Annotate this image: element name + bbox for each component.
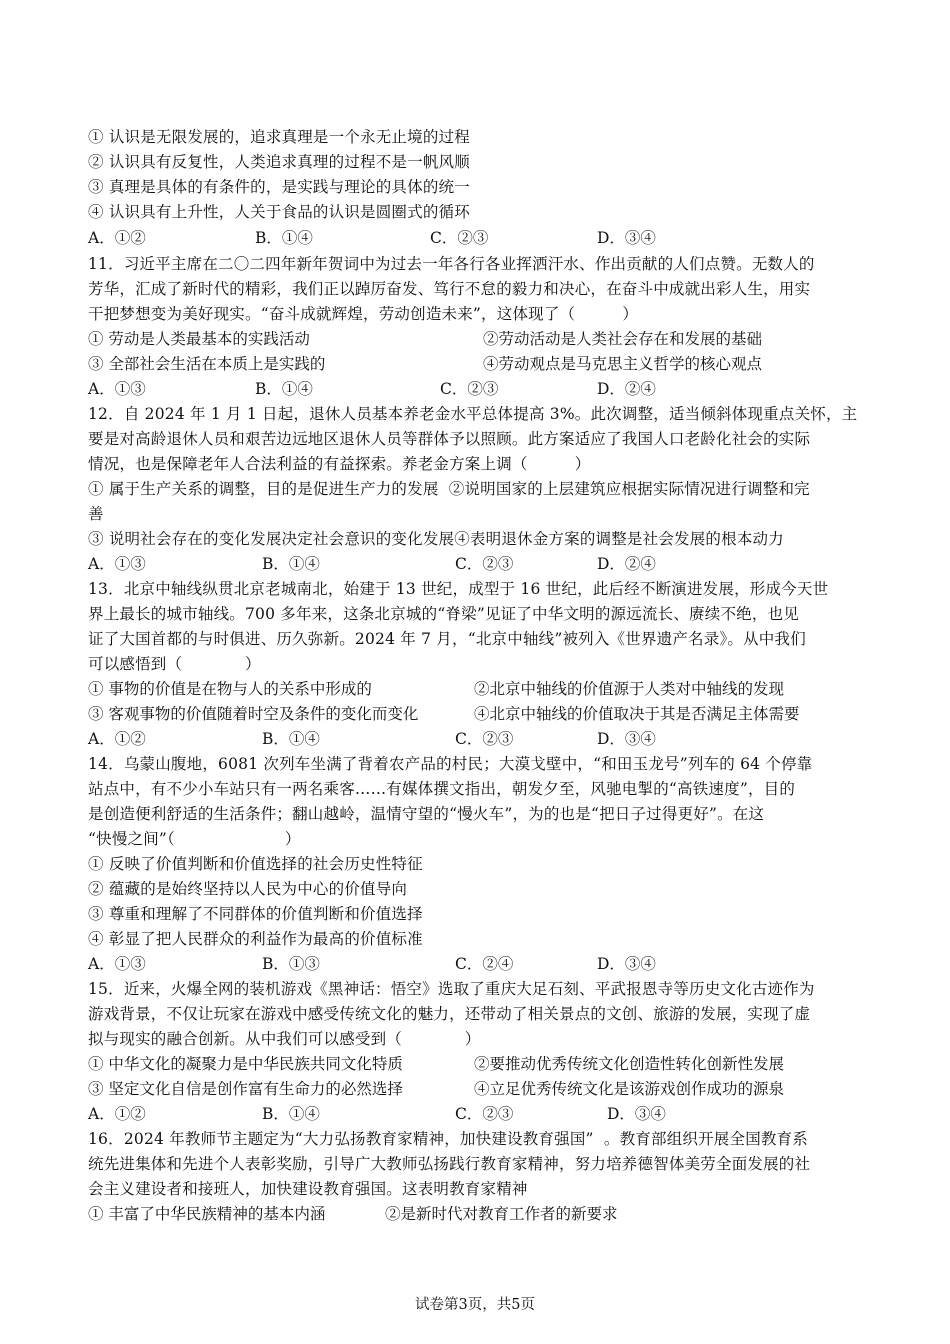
q15-stem-1: 15．近来，火爆全网的装机游戏《黑神话：悟空》选取了重庆大足石刻、平武报恩寺等历史文化古迹作为 — [88, 980, 815, 998]
q11-option-d: D．②④ — [597, 380, 656, 398]
q12-stem-1: 12．自 2024 年 1 月 1 日起，退休人员基本养老金水平总体提高 3%。此次调整，适当倾斜体现重点关怀，主 — [88, 405, 858, 423]
q15-option-a: A．①② — [88, 1105, 146, 1123]
q13-item-2: ②北京中轴线的价值源于人类对中轴线的发现 — [474, 680, 785, 698]
q10-option-c: C．②③ — [430, 229, 489, 247]
q11-option-b: B．①④ — [255, 380, 313, 398]
q13-item-4: ④北京中轴线的价值取决于其是否满足主体需要 — [474, 705, 800, 723]
q12-stem-3: 情况，也是保障老年人合法利益的有益探索。养老金方案上调（ ） — [88, 455, 591, 473]
q14-option-d: D．③④ — [597, 955, 656, 973]
q12-option-d: D．②④ — [597, 555, 656, 573]
q10-item-4: ④ 认识具有上升性，人关于食品的认识是圆圈式的循环 — [88, 203, 470, 221]
q13-stem-4: 可以感悟到（ ） — [88, 655, 261, 673]
q15-option-c: C．②③ — [455, 1105, 514, 1123]
q10-option-b: B．①④ — [255, 229, 313, 247]
q10-item-2: ② 认识具有反复性，人类追求真理的过程不是一帆风顺 — [88, 153, 470, 171]
q10-option-a: A．①② — [88, 229, 146, 247]
q13-option-b: B．①④ — [262, 730, 320, 748]
q12-stem-2: 要是对高龄退休人员和艰苦边远地区退休人员等群体予以照顾。此方案适应了我国人口老龄化社会的实际 — [88, 430, 811, 448]
q12-option-b: B．①④ — [262, 555, 320, 573]
q15-option-b: B．①④ — [262, 1105, 320, 1123]
q12-option-a: A．①③ — [88, 555, 146, 573]
q15-item-2: ②要推动优秀传统文化创造性转化创新性发展 — [474, 1055, 785, 1073]
q14-item-4: ④ 彰显了把人民群众的利益作为最高的价值标准 — [88, 930, 423, 948]
q10-option-d: D．③④ — [597, 229, 656, 247]
q14-item-3: ③ 尊重和理解了不同群体的价值判断和价值选择 — [88, 905, 423, 923]
q14-item-1: ① 反映了价值判断和价值选择的社会历史性特征 — [88, 855, 423, 873]
q15-option-d: D．③④ — [607, 1105, 666, 1123]
q14-stem-3: 是创造便利舒适的生活条件；翻山越岭，温情守望的“慢火车”，为的也是“把日子过得更好”。在这 — [88, 805, 765, 823]
q13-item-3: ③ 客观事物的价值随着时空及条件的变化而变化 — [88, 705, 419, 723]
q13-item-1: ① 事物的价值是在物与人的关系中形成的 — [88, 680, 372, 698]
q11-stem-1: 11．习近平主席在二〇二四年新年贺词中为过去一年各行各业挥洒汗水、作出贡献的人们点赞。无数人的 — [88, 255, 815, 273]
q13-option-d: D．③④ — [597, 730, 656, 748]
q11-item-4: ④劳动观点是马克思主义哲学的核心观点 — [483, 355, 763, 373]
q13-option-c: C．②③ — [455, 730, 514, 748]
q10-item-1: ① 认识是无限发展的，追求真理是一个永无止境的过程 — [88, 128, 470, 146]
q13-option-a: A．①② — [88, 730, 146, 748]
q15-item-3: ③ 坚定文化自信是创作富有生命力的必然选择 — [88, 1080, 403, 1098]
q16-item-1: ① 丰富了中华民族精神的基本内涵 — [88, 1205, 326, 1223]
q14-item-2: ② 蕴藏的是始终坚持以人民为中心的价值导向 — [88, 880, 408, 898]
q13-stem-1: 13．北京中轴线纵贯北京老城南北，始建于 13 世纪，成型于 16 世纪，此后经不断演进发展，形成今天世 — [88, 580, 829, 598]
q13-stem-3: 证了大国首都的与时俱进、历久弥新。2024 年 7 月，“北京中轴线”被列入《世界遗产名录》。从中我们 — [88, 630, 806, 648]
q12-item-row-2: ③ 说明社会存在的变化发展决定社会意识的变化发展④表明退休金方案的调整是社会发展的根本动力 — [88, 530, 784, 548]
q10-item-3: ③ 真理是具体的有条件的，是实践与理论的具体的统一 — [88, 178, 470, 196]
q16-stem-1: 16．2024 年教师节主题定为“大力弘扬教育家精神，加快建设教育强国” 。教育部组织开展全国教育系 — [88, 1130, 809, 1148]
q11-item-2: ②劳动活动是人类社会存在和发展的基础 — [483, 330, 763, 348]
q15-item-4: ④立足优秀传统文化是该游戏创作成功的源泉 — [474, 1080, 785, 1098]
q14-option-c: C．②④ — [455, 955, 514, 973]
page-footer: 试卷第3页，共5页 — [415, 1297, 535, 1313]
q14-stem-4: “快慢之间”（ ） — [88, 830, 301, 848]
q11-option-c: C．②③ — [440, 380, 499, 398]
q15-stem-2: 游戏背景，不仅让玩家在游戏中感受传统文化的魅力，还带动了相关景点的文创、旅游的发展，实现了虚 — [88, 1005, 811, 1023]
q15-stem-3: 拟与现实的融合创新。从中我们可以感受到（ ） — [88, 1030, 481, 1048]
q12-item-row-1: ① 属于生产关系的调整，目的是促进生产力的发展 ②说明国家的上层建筑应根据实际情况进行调整和完 — [88, 480, 810, 498]
q11-item-3: ③ 全部社会生活在本质上是实践的 — [88, 355, 326, 373]
q11-stem-2: 芳华，汇成了新时代的精彩，我们正以踔厉奋发、笃行不怠的毅力和决心，在奋斗中成就出彩人生，用实 — [88, 280, 811, 298]
q16-stem-2: 统先进集体和先进个人表彰奖励，引导广大教师弘扬践行教育家精神，努力培养德智体美劳全面发展的社 — [88, 1155, 811, 1173]
q12-option-c: C．②③ — [455, 555, 514, 573]
q15-item-1: ① 中华文化的凝聚力是中华民族共同文化特质 — [88, 1055, 403, 1073]
q14-stem-1: 14．乌蒙山腹地，6081 次列车坐满了背着农产品的村民；大漠戈壁中，“和田玉龙号”列车的 64 个停靠 — [88, 755, 813, 773]
q14-stem-2: 站点中，有不少小车站只有一两名乘客……有媒体撰文指出，朝发夕至，风驰电掣的“高铁速度”，目的 — [88, 780, 796, 798]
q11-item-1: ① 劳动是人类最基本的实践活动 — [88, 330, 310, 348]
q16-item-2: ②是新时代对教育工作者的新要求 — [385, 1205, 618, 1223]
q14-option-a: A．①③ — [88, 955, 146, 973]
q12-item-row-1-cont: 善 — [88, 505, 104, 523]
q13-stem-2: 界上最长的城市轴线。700 多年来，这条北京城的“脊梁”见证了中华文明的源远流长、赓续不绝，也见 — [88, 605, 799, 623]
q11-option-a: A．①③ — [88, 380, 146, 398]
q11-stem-3: 干把梦想变为美好现实。“奋斗成就辉煌，劳动创造未来”，这体现了（ ） — [88, 305, 639, 323]
q14-option-b: B．①③ — [262, 955, 320, 973]
q16-stem-3: 会主义建设者和接班人，加快建设教育强国。这表明教育家精神 — [88, 1180, 528, 1198]
